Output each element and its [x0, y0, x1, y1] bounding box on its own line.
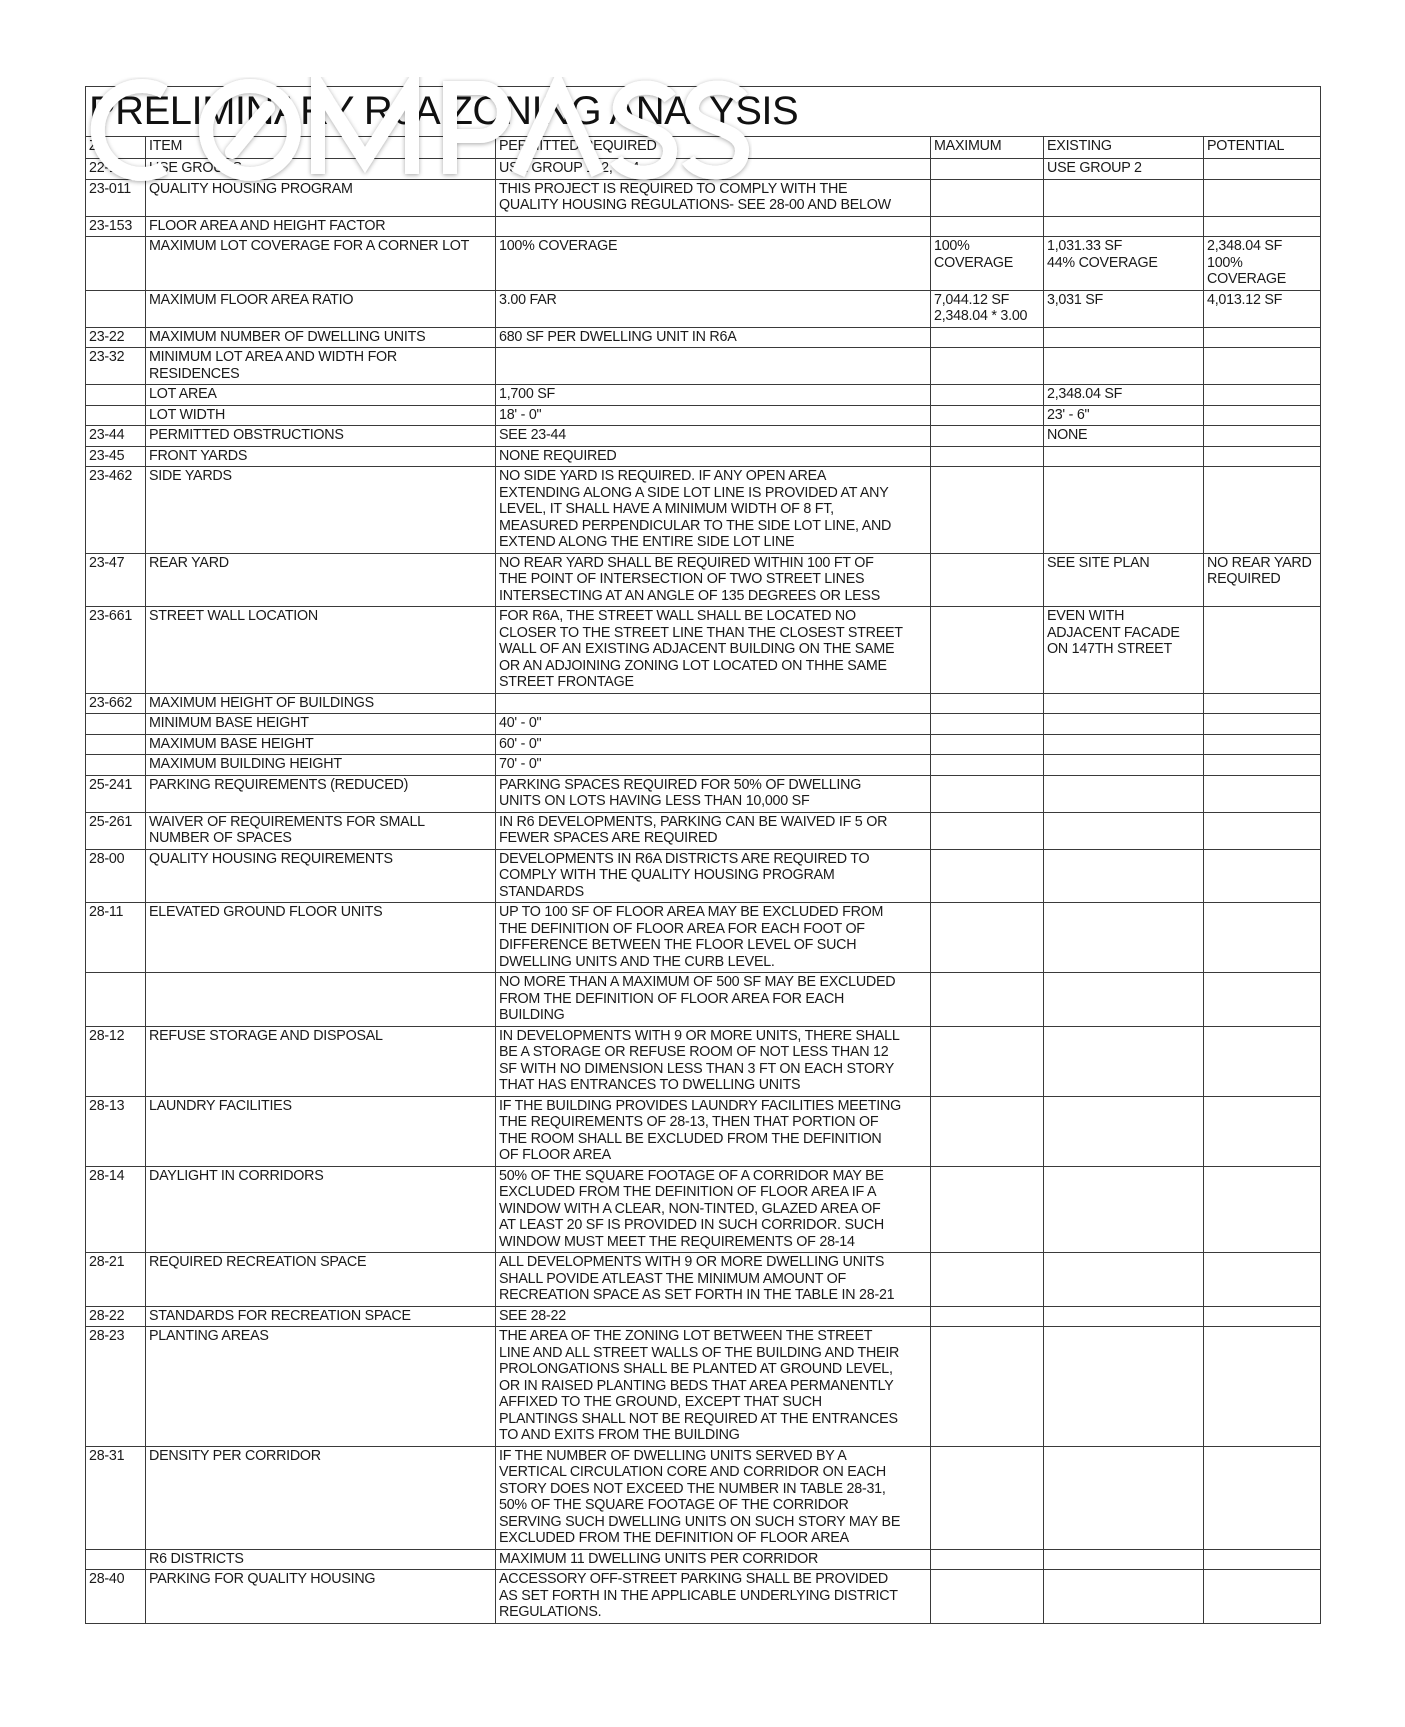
- potential-cell: [1204, 849, 1321, 903]
- maximum-cell: [931, 467, 1044, 554]
- existing-cell: [1044, 1306, 1204, 1327]
- potential-cell: [1204, 607, 1321, 694]
- zr-cell: 28-22: [86, 1306, 146, 1327]
- permitted-required-cell: [496, 216, 931, 237]
- permitted-required-cell: IN R6 DEVELOPMENTS, PARKING CAN BE WAIVED IF 5 OR FEWER SPACES ARE REQUIRED: [496, 812, 931, 849]
- table-row: [86, 903, 1321, 973]
- maximum-cell: [931, 216, 1044, 237]
- permitted-required-cell: NONE REQUIRED: [496, 446, 931, 467]
- table-row: [86, 849, 1321, 903]
- maximum-cell: [931, 973, 1044, 1027]
- item-cell: PARKING REQUIREMENTS (REDUCED): [146, 775, 496, 812]
- zr-cell: 28-13: [86, 1096, 146, 1166]
- potential-cell: [1204, 467, 1321, 554]
- table-row: [86, 290, 1321, 327]
- permitted-required-cell: IF THE BUILDING PROVIDES LAUNDRY FACILITIES MEETING THE REQUIREMENTS OF 28-13, THEN THAT PORTION OF THE ROOM SHALL BE EXCLUDED FROM THE DEFINITION OF FLOOR AREA: [496, 1096, 931, 1166]
- table-row: [86, 973, 1321, 1027]
- table-row: [86, 1166, 1321, 1253]
- existing-cell: [1044, 1253, 1204, 1307]
- maximum-cell: [931, 714, 1044, 735]
- existing-cell: 2,348.04 SF: [1044, 385, 1204, 406]
- table-row: [86, 159, 1321, 180]
- column-header-zr: ZR: [86, 137, 146, 159]
- maximum-cell: [931, 693, 1044, 714]
- existing-cell: [1044, 1166, 1204, 1253]
- table-row: [86, 216, 1321, 237]
- potential-cell: [1204, 1253, 1321, 1307]
- maximum-cell: [931, 755, 1044, 776]
- existing-cell: [1044, 1570, 1204, 1624]
- maximum-cell: [931, 1570, 1044, 1624]
- table-row: [86, 237, 1321, 291]
- maximum-cell: [931, 405, 1044, 426]
- maximum-cell: [931, 775, 1044, 812]
- existing-cell: [1044, 446, 1204, 467]
- item-cell: STANDARDS FOR RECREATION SPACE: [146, 1306, 496, 1327]
- table-row: [86, 1549, 1321, 1570]
- permitted-required-cell: FOR R6A, THE STREET WALL SHALL BE LOCATED NO CLOSER TO THE STREET LINE THAN THE CLOSEST STREET WALL OF AN EXISTING ADJACENT BUILDING ON THE SAME OR AN ADJOINING ZONING LOT LOCATED ON THHE SAME STREET FRONTAGE: [496, 607, 931, 694]
- existing-cell: [1044, 714, 1204, 735]
- column-header-item: ITEM: [146, 137, 496, 159]
- zr-cell: 23-45: [86, 446, 146, 467]
- maximum-cell: [931, 903, 1044, 973]
- zr-cell: 25-261: [86, 812, 146, 849]
- maximum-cell: [931, 348, 1044, 385]
- zr-cell: 28-14: [86, 1166, 146, 1253]
- table-row: [86, 755, 1321, 776]
- item-cell: PARKING FOR QUALITY HOUSING: [146, 1570, 496, 1624]
- maximum-cell: [931, 1549, 1044, 1570]
- permitted-required-cell: SEE 28-22: [496, 1306, 931, 1327]
- zr-cell: 22-10: [86, 159, 146, 180]
- item-cell: MINIMUM BASE HEIGHT: [146, 714, 496, 735]
- existing-cell: [1044, 216, 1204, 237]
- column-header-row: [86, 137, 1321, 159]
- table-row: [86, 179, 1321, 216]
- potential-cell: [1204, 348, 1321, 385]
- permitted-required-cell: [496, 693, 931, 714]
- maximum-cell: [931, 812, 1044, 849]
- permitted-required-cell: ACCESSORY OFF-STREET PARKING SHALL BE PROVIDED AS SET FORTH IN THE APPLICABLE UNDERLYING DISTRICT REGULATIONS.: [496, 1570, 931, 1624]
- table-row: [86, 775, 1321, 812]
- zoning-analysis-sheet: [85, 86, 1320, 1624]
- potential-cell: NO REAR YARD REQUIRED: [1204, 553, 1321, 607]
- zr-cell: 28-12: [86, 1026, 146, 1096]
- zr-cell: [86, 1549, 146, 1570]
- maximum-cell: [931, 607, 1044, 694]
- table-row: [86, 714, 1321, 735]
- table-row: [86, 1306, 1321, 1327]
- item-cell: SIDE YARDS: [146, 467, 496, 554]
- potential-cell: [1204, 1327, 1321, 1447]
- potential-cell: [1204, 1306, 1321, 1327]
- permitted-required-cell: PARKING SPACES REQUIRED FOR 50% OF DWELLING UNITS ON LOTS HAVING LESS THAN 10,000 SF: [496, 775, 931, 812]
- permitted-required-cell: SEE 23-44: [496, 426, 931, 447]
- item-cell: REAR YARD: [146, 553, 496, 607]
- potential-cell: [1204, 1096, 1321, 1166]
- table-row: [86, 1253, 1321, 1307]
- existing-cell: [1044, 755, 1204, 776]
- permitted-required-cell: IF THE NUMBER OF DWELLING UNITS SERVED BY A VERTICAL CIRCULATION CORE AND CORRIDOR ON EACH STORY DOES NOT EXCEED THE NUMBER IN TABLE 28-31, 50% OF THE SQUARE FOOTAGE OF THE CORRIDOR SERVING SUCH DWELLING UNITS ON SUCH STORY MAY BE EXCLUDED FROM THE DEFINITION OF FLOOR AREA: [496, 1446, 931, 1549]
- potential-cell: [1204, 734, 1321, 755]
- permitted-required-cell: 680 SF PER DWELLING UNIT IN R6A: [496, 327, 931, 348]
- potential-cell: [1204, 327, 1321, 348]
- potential-cell: 2,348.04 SF 100% COVERAGE: [1204, 237, 1321, 291]
- item-cell: FLOOR AREA AND HEIGHT FACTOR: [146, 216, 496, 237]
- column-header-existing: EXISTING: [1044, 137, 1204, 159]
- zr-cell: [86, 734, 146, 755]
- existing-cell: 1,031.33 SF 44% COVERAGE: [1044, 237, 1204, 291]
- zr-cell: 25-241: [86, 775, 146, 812]
- permitted-required-cell: [496, 348, 931, 385]
- potential-cell: [1204, 714, 1321, 735]
- zr-cell: [86, 385, 146, 406]
- item-cell: MINIMUM LOT AREA AND WIDTH FOR RESIDENCES: [146, 348, 496, 385]
- potential-cell: [1204, 1026, 1321, 1096]
- permitted-required-cell: UP TO 100 SF OF FLOOR AREA MAY BE EXCLUDED FROM THE DEFINITION OF FLOOR AREA FOR EACH FOOT OF DIFFERENCE BETWEEN THE FLOOR LEVEL OF SUCH DWELLING UNITS AND THE CURB LEVEL.: [496, 903, 931, 973]
- table-row: [86, 1446, 1321, 1549]
- existing-cell: [1044, 179, 1204, 216]
- potential-cell: [1204, 385, 1321, 406]
- zr-cell: 28-23: [86, 1327, 146, 1447]
- zr-cell: 23-44: [86, 426, 146, 447]
- maximum-cell: [931, 1026, 1044, 1096]
- maximum-cell: 100% COVERAGE: [931, 237, 1044, 291]
- item-cell: LOT AREA: [146, 385, 496, 406]
- zr-cell: 28-40: [86, 1570, 146, 1624]
- table-row: [86, 553, 1321, 607]
- table-row: [86, 1570, 1321, 1624]
- table-row: [86, 1096, 1321, 1166]
- permitted-required-cell: NO SIDE YARD IS REQUIRED. IF ANY OPEN AREA EXTENDING ALONG A SIDE LOT LINE IS PROVIDED AT ANY LEVEL, IT SHALL HAVE A MINIMUM WIDTH OF 8 FT, MEASURED PERPENDICULAR TO THE SIDE LOT LINE, AND EXTEND ALONG THE ENTIRE SIDE LOT LINE: [496, 467, 931, 554]
- item-cell: QUALITY HOUSING PROGRAM: [146, 179, 496, 216]
- existing-cell: [1044, 1026, 1204, 1096]
- zr-cell: 23-22: [86, 327, 146, 348]
- item-cell: MAXIMUM LOT COVERAGE FOR A CORNER LOT: [146, 237, 496, 291]
- item-cell: ELEVATED GROUND FLOOR UNITS: [146, 903, 496, 973]
- zr-cell: [86, 973, 146, 1027]
- existing-cell: [1044, 734, 1204, 755]
- item-cell: MAXIMUM NUMBER OF DWELLING UNITS: [146, 327, 496, 348]
- permitted-required-cell: NO REAR YARD SHALL BE REQUIRED WITHIN 100 FT OF THE POINT OF INTERSECTION OF TWO STREET LINES INTERSECTING AT AN ANGLE OF 135 DEGREES OR LESS: [496, 553, 931, 607]
- permitted-required-cell: 18' - 0": [496, 405, 931, 426]
- permitted-required-cell: THIS PROJECT IS REQUIRED TO COMPLY WITH THE QUALITY HOUSING REGULATIONS- SEE 28-00 AND BELOW: [496, 179, 931, 216]
- zr-cell: 28-21: [86, 1253, 146, 1307]
- document-title: PRELIMINARY R6A ZONING ANALYSIS: [86, 87, 1321, 137]
- potential-cell: 4,013.12 SF: [1204, 290, 1321, 327]
- item-cell: LAUNDRY FACILITIES: [146, 1096, 496, 1166]
- maximum-cell: [931, 1096, 1044, 1166]
- table-row: [86, 426, 1321, 447]
- maximum-cell: [931, 1253, 1044, 1307]
- zr-cell: 23-011: [86, 179, 146, 216]
- zr-cell: 23-462: [86, 467, 146, 554]
- existing-cell: NONE: [1044, 426, 1204, 447]
- existing-cell: SEE SITE PLAN: [1044, 553, 1204, 607]
- potential-cell: [1204, 1570, 1321, 1624]
- existing-cell: [1044, 693, 1204, 714]
- potential-cell: [1204, 903, 1321, 973]
- table-row: [86, 812, 1321, 849]
- existing-cell: [1044, 1549, 1204, 1570]
- title-row: [86, 87, 1321, 137]
- maximum-cell: [931, 327, 1044, 348]
- permitted-required-cell: DEVELOPMENTS IN R6A DISTRICTS ARE REQUIRED TO COMPLY WITH THE QUALITY HOUSING PROGRAM STANDARDS: [496, 849, 931, 903]
- maximum-cell: [931, 159, 1044, 180]
- potential-cell: [1204, 216, 1321, 237]
- existing-cell: [1044, 903, 1204, 973]
- existing-cell: EVEN WITH ADJACENT FACADE ON 147TH STREET: [1044, 607, 1204, 694]
- table-row: [86, 734, 1321, 755]
- item-cell: MAXIMUM BASE HEIGHT: [146, 734, 496, 755]
- existing-cell: [1044, 1446, 1204, 1549]
- item-cell: MAXIMUM BUILDING HEIGHT: [146, 755, 496, 776]
- maximum-cell: [931, 385, 1044, 406]
- existing-cell: [1044, 327, 1204, 348]
- existing-cell: [1044, 775, 1204, 812]
- existing-cell: [1044, 849, 1204, 903]
- potential-cell: [1204, 1446, 1321, 1549]
- permitted-required-cell: 3.00 FAR: [496, 290, 931, 327]
- permitted-required-cell: MAXIMUM 11 DWELLING UNITS PER CORRIDOR: [496, 1549, 931, 1570]
- item-cell: WAIVER OF REQUIREMENTS FOR SMALL NUMBER OF SPACES: [146, 812, 496, 849]
- existing-cell: 23' - 6": [1044, 405, 1204, 426]
- maximum-cell: [931, 553, 1044, 607]
- permitted-required-cell: IN DEVELOPMENTS WITH 9 OR MORE UNITS, THERE SHALL BE A STORAGE OR REFUSE ROOM OF NOT LESS THAN 12 SF WITH NO DIMENSION LESS THAN 3 FT ON EACH STORY THAT HAS ENTRANCES TO DWELLING UNITS: [496, 1026, 931, 1096]
- item-cell: USE GROUPS: [146, 159, 496, 180]
- item-cell: REQUIRED RECREATION SPACE: [146, 1253, 496, 1307]
- existing-cell: [1044, 973, 1204, 1027]
- item-cell: LOT WIDTH: [146, 405, 496, 426]
- item-cell: DAYLIGHT IN CORRIDORS: [146, 1166, 496, 1253]
- item-cell: R6 DISTRICTS: [146, 1549, 496, 1570]
- maximum-cell: [931, 426, 1044, 447]
- item-cell: PLANTING AREAS: [146, 1327, 496, 1447]
- item-cell: REFUSE STORAGE AND DISPOSAL: [146, 1026, 496, 1096]
- item-cell: [146, 973, 496, 1027]
- zr-cell: 23-153: [86, 216, 146, 237]
- item-cell: FRONT YARDS: [146, 446, 496, 467]
- table-row: [86, 693, 1321, 714]
- table-row: [86, 405, 1321, 426]
- permitted-required-cell: 40' - 0": [496, 714, 931, 735]
- permitted-required-cell: 1,700 SF: [496, 385, 931, 406]
- zr-cell: [86, 405, 146, 426]
- table-row: [86, 327, 1321, 348]
- zr-cell: [86, 290, 146, 327]
- permitted-required-cell: ALL DEVELOPMENTS WITH 9 OR MORE DWELLING UNITS SHALL POVIDE ATLEAST THE MINIMUM AMOUNT OF RECREATION SPACE AS SET FORTH IN THE TABLE IN 28-21: [496, 1253, 931, 1307]
- zr-cell: 28-11: [86, 903, 146, 973]
- potential-cell: [1204, 1166, 1321, 1253]
- potential-cell: [1204, 693, 1321, 714]
- potential-cell: [1204, 446, 1321, 467]
- permitted-required-cell: 100% COVERAGE: [496, 237, 931, 291]
- maximum-cell: [931, 446, 1044, 467]
- permitted-required-cell: 60' - 0": [496, 734, 931, 755]
- potential-cell: [1204, 159, 1321, 180]
- existing-cell: [1044, 467, 1204, 554]
- zr-cell: 23-47: [86, 553, 146, 607]
- zr-cell: 28-31: [86, 1446, 146, 1549]
- maximum-cell: [931, 1327, 1044, 1447]
- maximum-cell: 7,044.12 SF 2,348.04 * 3.00: [931, 290, 1044, 327]
- table-row: [86, 385, 1321, 406]
- column-header-potential: POTENTIAL: [1204, 137, 1321, 159]
- table-row: [86, 467, 1321, 554]
- maximum-cell: [931, 849, 1044, 903]
- existing-cell: [1044, 348, 1204, 385]
- potential-cell: [1204, 755, 1321, 776]
- potential-cell: [1204, 775, 1321, 812]
- zr-cell: 23-662: [86, 693, 146, 714]
- permitted-required-cell: NO MORE THAN A MAXIMUM OF 500 SF MAY BE EXCLUDED FROM THE DEFINITION OF FLOOR AREA FOR EACH BUILDING: [496, 973, 931, 1027]
- item-cell: STREET WALL LOCATION: [146, 607, 496, 694]
- item-cell: MAXIMUM FLOOR AREA RATIO: [146, 290, 496, 327]
- maximum-cell: [931, 179, 1044, 216]
- zr-cell: [86, 714, 146, 735]
- zr-cell: [86, 755, 146, 776]
- potential-cell: [1204, 179, 1321, 216]
- table-row: [86, 446, 1321, 467]
- column-header-maximum: MAXIMUM: [931, 137, 1044, 159]
- table-row: [86, 348, 1321, 385]
- existing-cell: [1044, 812, 1204, 849]
- existing-cell: USE GROUP 2: [1044, 159, 1204, 180]
- table-row: [86, 1327, 1321, 1447]
- table-body: [86, 159, 1321, 1624]
- potential-cell: [1204, 973, 1321, 1027]
- permitted-required-cell: 70' - 0": [496, 755, 931, 776]
- permitted-required-cell: USE GROUP 1, 2, 3, 4: [496, 159, 931, 180]
- column-header-permitted-required: PERMITTED REQUIRED: [496, 137, 931, 159]
- item-cell: PERMITTED OBSTRUCTIONS: [146, 426, 496, 447]
- item-cell: DENSITY PER CORRIDOR: [146, 1446, 496, 1549]
- item-cell: MAXIMUM HEIGHT OF BUILDINGS: [146, 693, 496, 714]
- maximum-cell: [931, 734, 1044, 755]
- permitted-required-cell: THE AREA OF THE ZONING LOT BETWEEN THE STREET LINE AND ALL STREET WALLS OF THE BUILDING AND THEIR PROLONGATIONS SHALL BE PLANTED AT GROUND LEVEL, OR IN RAISED PLANTING BEDS THAT AREA PERMANENTLY AFFIXED TO THE GROUND, EXCEPT THAT SUCH PLANTINGS SHALL NOT BE REQUIRED AT THE ENTRANCES TO AND EXITS FROM THE BUILDING: [496, 1327, 931, 1447]
- table-row: [86, 1026, 1321, 1096]
- zoning-analysis-table: [85, 86, 1321, 1624]
- existing-cell: 3,031 SF: [1044, 290, 1204, 327]
- zr-cell: 23-32: [86, 348, 146, 385]
- existing-cell: [1044, 1096, 1204, 1166]
- potential-cell: [1204, 405, 1321, 426]
- table-row: [86, 607, 1321, 694]
- maximum-cell: [931, 1446, 1044, 1549]
- potential-cell: [1204, 1549, 1321, 1570]
- zr-cell: [86, 237, 146, 291]
- permitted-required-cell: 50% OF THE SQUARE FOOTAGE OF A CORRIDOR MAY BE EXCLUDED FROM THE DEFINITION OF FLOOR AREA IF A WINDOW WITH A CLEAR, NON-TINTED, GLAZED AREA OF AT LEAST 20 SF IS PROVIDED IN SUCH CORRIDOR. SUCH WINDOW MUST MEET THE REQUIREMENTS OF 28-14: [496, 1166, 931, 1253]
- potential-cell: [1204, 426, 1321, 447]
- existing-cell: [1044, 1327, 1204, 1447]
- zr-cell: 28-00: [86, 849, 146, 903]
- potential-cell: [1204, 812, 1321, 849]
- item-cell: QUALITY HOUSING REQUIREMENTS: [146, 849, 496, 903]
- maximum-cell: [931, 1306, 1044, 1327]
- maximum-cell: [931, 1166, 1044, 1253]
- zr-cell: 23-661: [86, 607, 146, 694]
